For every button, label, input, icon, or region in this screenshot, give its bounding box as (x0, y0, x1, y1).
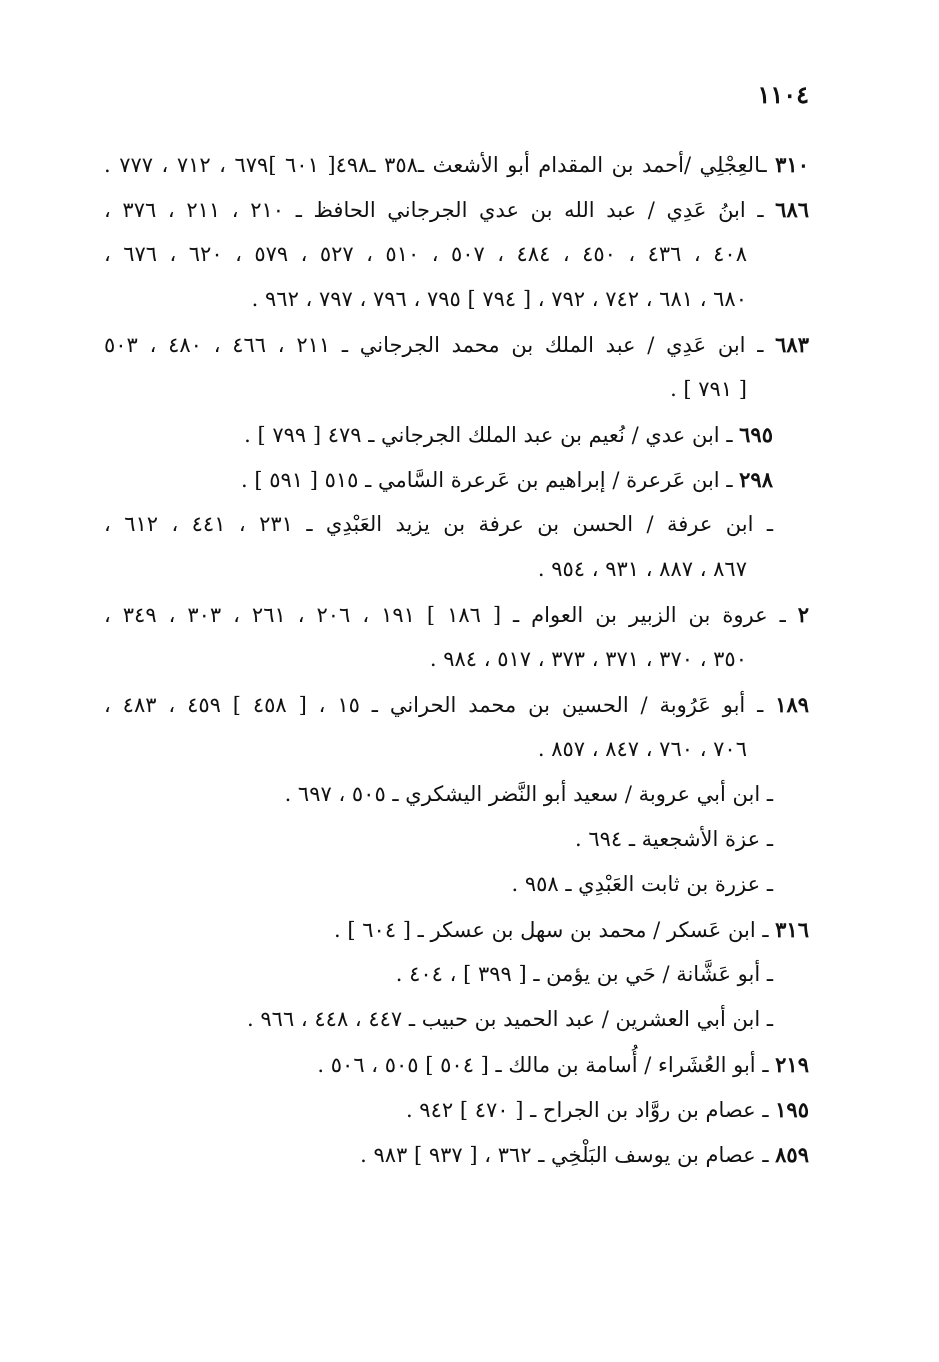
entry-number: ٦٨٣ (775, 332, 809, 357)
index-entry (104, 907, 809, 952)
index-entry (104, 1132, 809, 1177)
index-entry (104, 412, 809, 457)
index-entry-continuation (104, 547, 809, 592)
entry-number: ٢١٩ (775, 1052, 809, 1077)
index-entry (104, 592, 809, 637)
entry-text: ـ أبو عَرُوبة / الحسين بن محمد الحراني ـ ١٥ ، [ ٤٥٨ ] ٤٥٩ ، ٤٨٣ ، (104, 693, 776, 717)
index-entry-continuation (104, 277, 809, 322)
entry-number: ٢ (797, 602, 809, 627)
index-entry (104, 682, 809, 727)
entry-text: ـ ابن عَرعرة / إبراهيم بن عَرعرة السَّامي ـ ٥١٥ [ ٥٩١ ] . (240, 468, 740, 492)
entry-text: ـ عصام بن يوسف البَلْخِي ـ ٣٦٢ ، [ ٩٣٧ ] ٩٨٣ . (360, 1143, 776, 1167)
entry-text: ٨٦٧ ، ٨٨٧ ، ٩٣١ ، ٩٥٤ . (537, 557, 747, 581)
entry-text: ـ عصام بن روَّاد بن الجراح ـ [ ٤٧٠ ] ٩٤٢ . (405, 1098, 776, 1122)
entry-text: ٧٠٦ ، ٧٦٠ ، ٨٤٧ ، ٨٥٧ . (537, 737, 747, 761)
index-entries (104, 142, 809, 1177)
entry-text: ـ ابن عَدِي / عبد الملك بن محمد الجرجاني ـ ٢١١ ، ٤٦٦ ، ٤٨٠ ، ٥٠٣ (104, 333, 776, 357)
index-entry (104, 457, 809, 502)
entry-text: [ ٧٩١ ] . (670, 377, 747, 401)
index-entry (104, 1087, 809, 1132)
entry-text: ٤٠٨ ، ٤٣٦ ، ٤٥٠ ، ٤٨٤ ، ٥٠٧ ، ٥١٠ ، ٥٢٧ ، ٥٧٩ ، ٦٢٠ ، ٦٧٦ ، (104, 242, 747, 266)
entry-number: ٣١٦ (775, 917, 809, 942)
index-entry-continuation (104, 367, 809, 412)
entry-text: ـ أبو عَشَّانة / حَي بن يؤمن ـ [ ٣٩٩ ] ، ٤٠٤ . (395, 962, 773, 986)
entry-text: ـ عزرة بن ثابت العَبْدِي ـ ٩٥٨ . (511, 872, 773, 896)
index-entry (104, 187, 809, 232)
entry-number: ١٩٥ (775, 1097, 809, 1122)
entry-number: ١٨٩ (775, 692, 809, 717)
entry-text: ـ أبو العُشَراء / أُسامة بن مالك ـ [ ٥٠٤ ] ٥٠٥ ، ٥٠٦ . (317, 1053, 776, 1077)
index-entry-continuation (104, 232, 809, 277)
index-entry (104, 817, 809, 862)
index-entry (104, 952, 809, 997)
index-entry (104, 322, 809, 367)
entry-text: ـالعِجْلِي /أحمد بن المقدام أبو الأشعث ـ٣٥٨ ـ٤٩٨[ ٦٠١ ]٦٧٩ ، ٧١٢ ، ٧٧٧ . (104, 153, 776, 177)
entry-text: ـ ابنُ عَدِي / عبد الله بن عدي الجرجاني الحافظ ـ ٢١٠ ، ٢١١ ، ٣٧٦ ، (104, 198, 776, 222)
index-entry (104, 862, 809, 907)
entry-text: ـ ابن عرفة / الحسن بن عرفة بن يزيد العَبْدِي ـ ٢٣١ ، ٤٤١ ، ٦١٢ ، (104, 512, 773, 536)
entry-number: ٦٩٥ (739, 422, 773, 447)
entry-text: ـ ابن أبي العشرين / عبد الحميد بن حبيب ـ ٤٤٧ ، ٤٤٨ ، ٩٦٦ . (247, 1007, 773, 1031)
index-entry-continuation (104, 637, 809, 682)
entry-text: ٣٥٠ ، ٣٧٠ ، ٣٧١ ، ٣٧٣ ، ٥١٧ ، ٩٨٤ . (429, 647, 747, 671)
entry-text: ـ عروة بن الزبير بن العوام ـ [ ١٨٦ ] ١٩١ ، ٢٠٦ ، ٢٦١ ، ٣٠٣ ، ٣٤٩ ، (104, 603, 798, 627)
entry-text: ـ ابن أبي عروبة / سعيد أبو النَّضر اليشكري ـ ٥٠٥ ، ٦٩٧ . (284, 782, 773, 806)
index-entry (104, 502, 809, 547)
entry-number: ٨٥٩ (775, 1142, 809, 1167)
entry-number: ٢٩٨ (739, 467, 773, 492)
page-number: ١١٠٤ (757, 80, 809, 109)
index-entry (104, 1042, 809, 1087)
entry-text: ـ ابن عدي / نُعيم بن عبد الملك الجرجاني ـ ٤٧٩ [ ٧٩٩ ] . (244, 423, 740, 447)
entry-number: ٣١٠ (775, 152, 809, 177)
entry-text: ٦٨٠ ، ٦٨١ ، ٧٤٢ ، ٧٩٢ ، [ ٧٩٤ ] ٧٩٥ ، ٧٩٦ ، ٧٩٧ ، ٩٦٢ . (251, 287, 747, 311)
index-entry-continuation (104, 727, 809, 772)
entry-number: ٦٨٦ (775, 197, 809, 222)
entry-text: ـ ابن عَسكر / محمد بن سهل بن عسكر ـ [ ٦٠٤ ] . (334, 918, 776, 942)
index-entry (104, 997, 809, 1042)
entry-text: ـ عزة الأشجعية ـ ٦٩٤ . (574, 827, 773, 851)
index-entry (104, 772, 809, 817)
index-entry (104, 142, 809, 187)
